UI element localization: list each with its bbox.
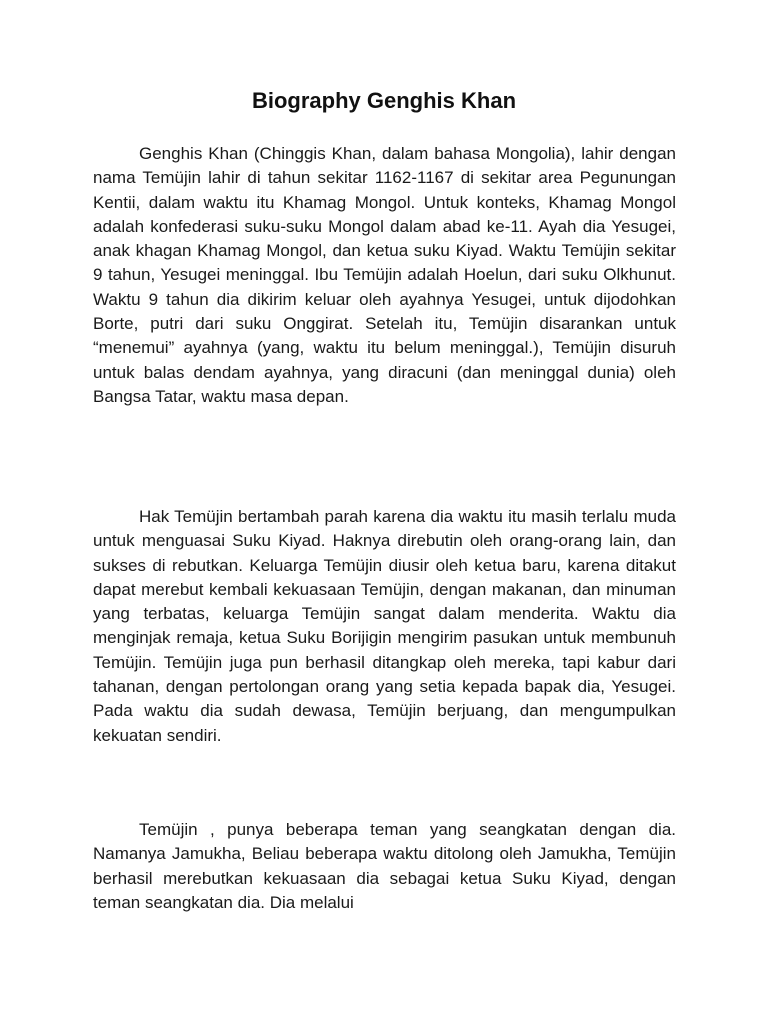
paragraph-1: Genghis Khan (Chinggis Khan, dalam bahasa Mongolia), lahir dengan nama Temüjin lahir di tahun sekitar 1162-1167 di sekitar area Pegunungan Kentii, dalam waktu itu Khamag Mongol. Untuk konteks, Khamag Mongol adalah konfederasi suku-suku Mongol dalam abad ke-11. Ayah dia Yesugei, anak khagan Khamag Mongol, dan ketua suku Kiyad. Waktu Temüjin sekitar 9 tahun, Yesugei meninggal. Ibu Temüjin adalah Hoelun, dari suku Olkhunut. Waktu 9 tahun dia dikirim keluar oleh ayahnya Yesugei, untuk dijodohkan Borte, putri dari suku Onggirat. Setelah itu, Temüjin disarankan untuk “menemui” ayahnya (yang, waktu itu belum meninggal.), Temüjin disuruh untuk balas dendam ayahnya, yang diracuni (dan meninggal dunia) oleh Bangsa Tatar, waktu masa depan.: [93, 144, 676, 406]
paragraph-2: Hak Temüjin bertambah parah karena dia waktu itu masih terlalu muda untuk menguasai Suku Kiyad. Haknya direbutin oleh orang-orang lain, dan sukses di rebutkan. Keluarga Temüjin diusir oleh ketua baru, karena ditakut dapat merebut kembali kekuasaan Temüjin, dengan makanan, dan minuman yang terbatas, keluarga Temüjin sangat dalam menderita. Waktu dia menginjak remaja, ketua Suku Borijigin mengirim pasukan untuk membunuh Temüjin. Temüjin juga pun berhasil ditangkap oleh mereka, tapi kabur dari tahanan, dengan pertolongan orang yang setia kepada bapak dia, Yesugei. Pada waktu dia sudah dewasa, Temüjin berjuang, dan mengumpulkan kekuatan sendiri.: [93, 507, 676, 745]
paragraph-3: Temüjin , punya beberapa teman yang seangkatan dengan dia. Namanya Jamukha, Beliau beberapa waktu ditolong oleh Jamukha, Temüjin berhasil merebutkan kekuasaan dia sebagai ketua Suku Kiyad, dengan teman seangkatan dia. Dia melalui: [93, 820, 676, 912]
document-title: Biography Genghis Khan: [251, 88, 517, 113]
